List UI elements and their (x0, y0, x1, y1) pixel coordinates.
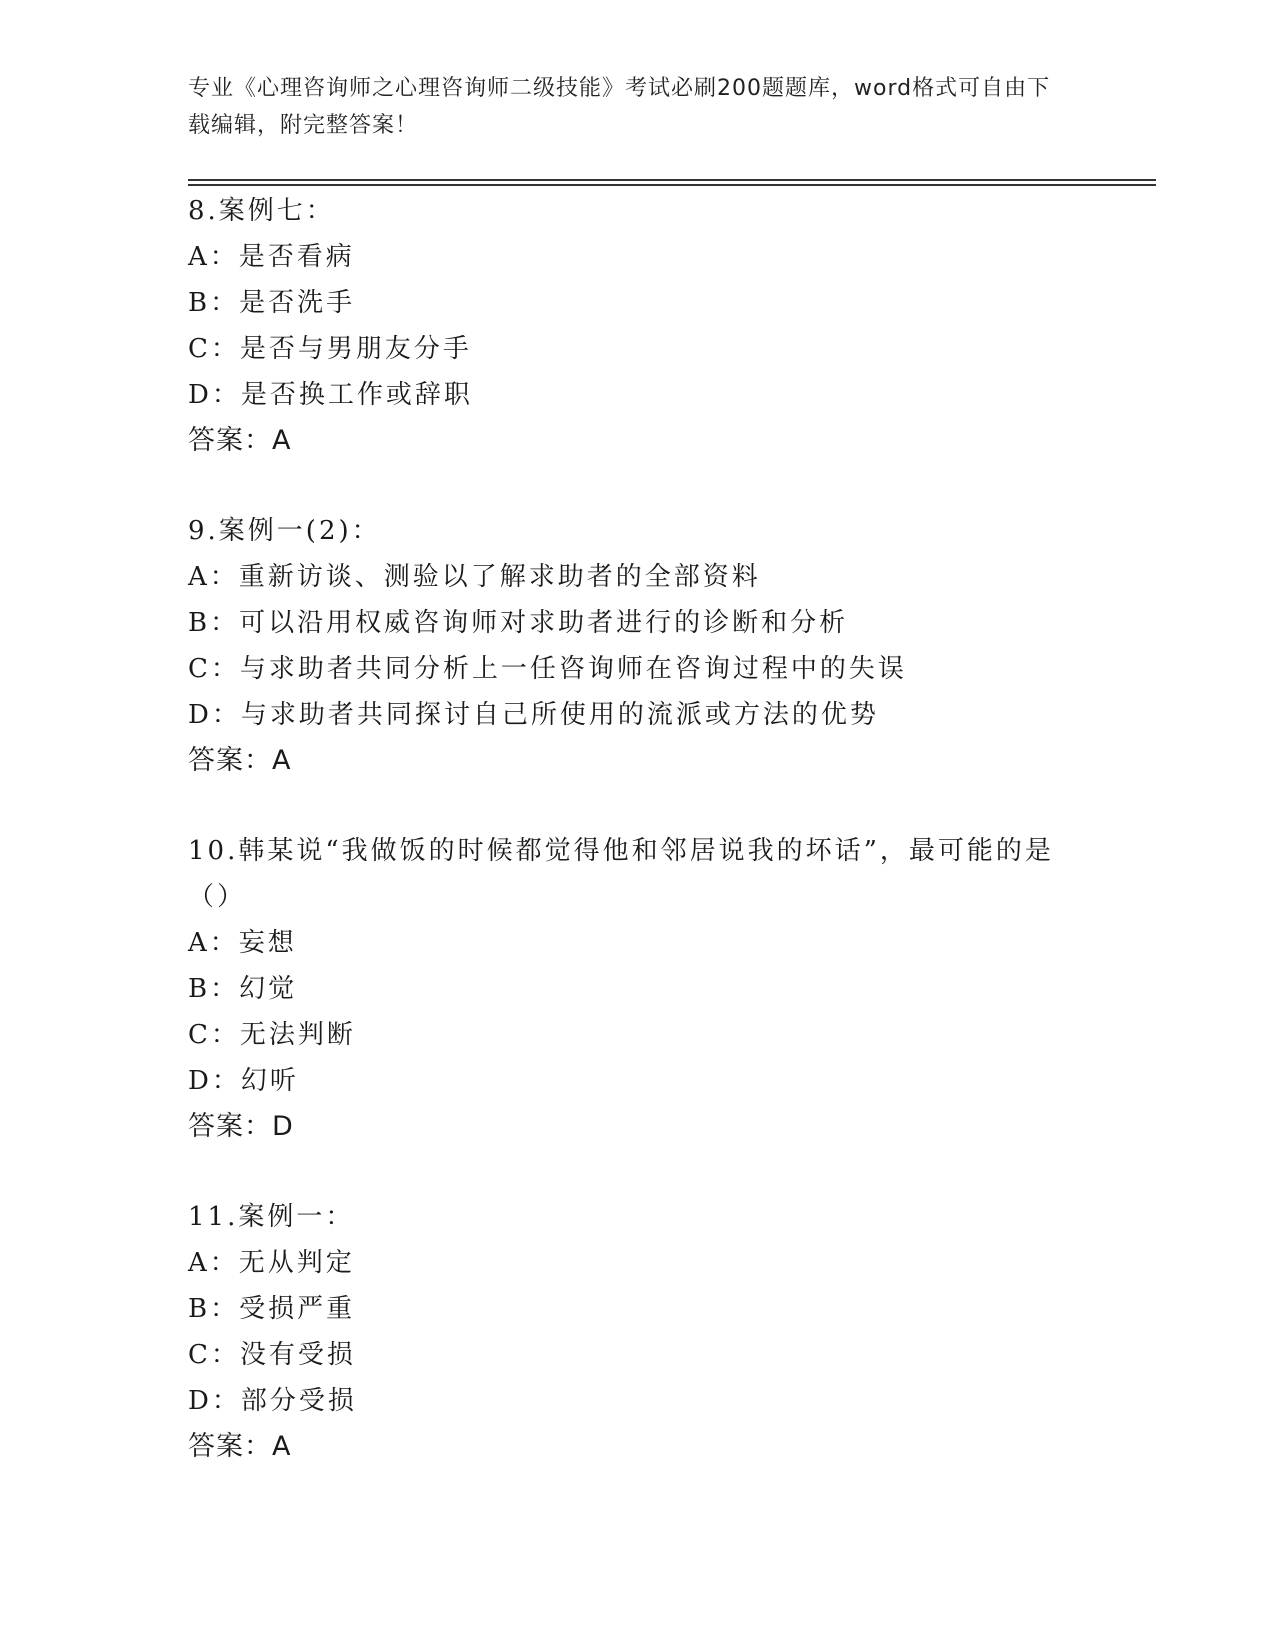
question-10 (188, 828, 1148, 1150)
answer-text: 答案：D (188, 1111, 294, 1142)
option-a: A：妄想 (188, 928, 297, 958)
question-list (188, 188, 1148, 1514)
option-c: C：没有受损 (188, 1340, 356, 1370)
question-9 (188, 508, 1148, 784)
answer-text: 答案：A (188, 745, 292, 776)
question-stem: 11.案例一： (188, 1202, 355, 1232)
option-d: D：是否换工作或辞职 (188, 380, 473, 410)
option-a: A：无从判定 (188, 1248, 355, 1278)
question-11 (188, 1194, 1148, 1470)
option-c: C：无法判断 (188, 1020, 356, 1050)
question-stem: 9.案例一(2)： (188, 516, 381, 546)
option-d: D：幻听 (188, 1066, 299, 1096)
option-a: A：重新访谈、测验以了解求助者的全部资料 (188, 562, 761, 592)
answer-text: 答案：A (188, 1431, 292, 1462)
question-8 (188, 188, 1148, 464)
option-c: C：是否与男朋友分手 (188, 334, 472, 364)
question-stem: 10.韩某说“我做饭的时候都觉得他和邻居说我的坏话”，最可能的是（） (188, 836, 1054, 912)
option-d: D：与求助者共同探讨自己所使用的流派或方法的优势 (188, 700, 879, 730)
option-c: C：与求助者共同分析上一任咨询师在咨询过程中的失误 (188, 654, 907, 684)
question-stem: 8.案例七： (188, 196, 335, 226)
option-a: A：是否看病 (188, 242, 355, 272)
header-divider-top (188, 179, 1156, 181)
option-b: B：可以沿用权威咨询师对求助者进行的诊断和分析 (188, 608, 849, 638)
option-b: B：幻觉 (188, 974, 298, 1004)
document-header: 专业《心理咨询师之心理咨询师二级技能》考试必刷200题题库，word格式可自由下载编辑，附完整答案！ (188, 76, 1051, 138)
answer-text: 答案：A (188, 425, 292, 456)
option-b: B：是否洗手 (188, 288, 356, 318)
header-divider-bottom (188, 184, 1156, 186)
option-d: D：部分受损 (188, 1386, 357, 1416)
option-b: B：受损严重 (188, 1294, 356, 1324)
